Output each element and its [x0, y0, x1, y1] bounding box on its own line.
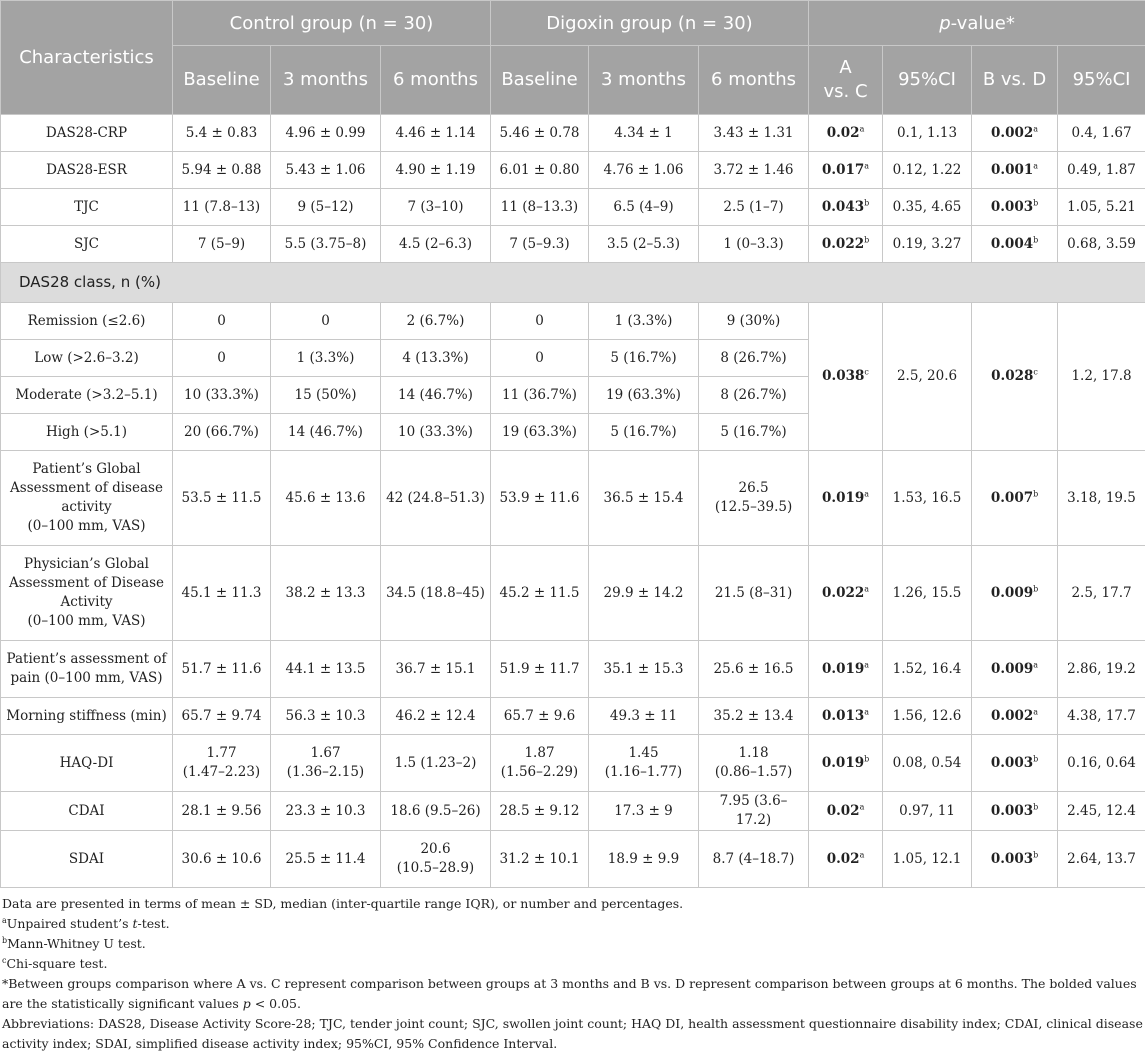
cell-line: 35.1 ± 15.3: [603, 661, 683, 677]
cell-value: 10 (33.3%): [381, 414, 491, 451]
cell-ci-ac: 1.53, 16.5: [883, 451, 972, 546]
table-footnotes: [0, 888, 1145, 1054]
cell-value: 8 (26.7%): [699, 340, 809, 377]
cell-line: (0.86–1.57): [715, 764, 792, 780]
footnote-a: $^a$Unpaired student’s t-test.: [2, 914, 1143, 934]
cell-line: 36.5 ± 15.4: [603, 490, 683, 506]
cell-p-ac: 0.02$^a$: [809, 792, 883, 831]
section-das28-class: DAS28 class, n (%): [1, 263, 1145, 303]
cell-line: 51.7 ± 11.6: [181, 661, 261, 677]
cell-line: (1.56–2.29): [501, 764, 578, 780]
cell-line: 65.7 ± 9.74: [181, 708, 261, 724]
cell-ci-ac: 1.52, 16.4: [883, 641, 972, 698]
cell-line: CDAI: [68, 803, 104, 819]
cell-value: 0: [271, 303, 381, 340]
cell-ci-ac: 1.56, 12.6: [883, 698, 972, 735]
cell-line: 1.77: [206, 745, 236, 761]
cell-value: [491, 792, 589, 831]
cell-p-bd: 0.001$^a$: [972, 152, 1058, 189]
cell-line: (10.5–28.9): [397, 860, 474, 876]
cell-line: (1.36–2.15): [287, 764, 364, 780]
cell-p-ac: 0.017$^a$: [809, 152, 883, 189]
cell-line: Patient’s assessment of: [7, 651, 167, 667]
cell-value: 6.5 (4–9): [589, 189, 699, 226]
cell-line: Assessment of disease: [10, 480, 163, 496]
cell-value: 5.46 ± 0.78: [491, 115, 589, 152]
cell-line: Assessment of Disease: [9, 575, 164, 591]
cell-ci-bd: 0.68, 3.59: [1058, 226, 1145, 263]
cell-p-ac: 0.022$^b$: [809, 226, 883, 263]
cell-value: 14 (46.7%): [271, 414, 381, 451]
table-row: [1, 226, 1145, 263]
cell-ci-bd: 0.4, 1.67: [1058, 115, 1145, 152]
cell-value: 2.5 (1–7): [699, 189, 809, 226]
cell-value: 0: [491, 340, 589, 377]
cell-value: 0: [173, 303, 271, 340]
table-row: [1, 152, 1145, 189]
cell-line: 1.67: [310, 745, 340, 761]
cell-ci-bd: 1.05, 5.21: [1058, 189, 1145, 226]
cell-value: [381, 698, 491, 735]
cell-value: [173, 451, 271, 546]
cell-value: [271, 451, 381, 546]
row-label: Remission (≤2.6): [1, 303, 173, 340]
cell-value: 5 (16.7%): [589, 340, 699, 377]
cell-line: 17.3 ± 9: [614, 803, 673, 819]
cell-line: 46.2 ± 12.4: [395, 708, 475, 724]
table-row: [1, 303, 1145, 340]
cell-p-ac: 0.043$^b$: [809, 189, 883, 226]
cell-p-ac: 0.022$^a$: [809, 546, 883, 641]
cell-line: 38.2 ± 13.3: [285, 585, 365, 601]
cell-line: 20.6: [420, 841, 450, 857]
table-header: [1, 1, 1145, 115]
cell-line: Activity: [60, 594, 112, 610]
cell-value: [589, 831, 699, 888]
cell-value: [491, 451, 589, 546]
cell-value: [381, 735, 491, 792]
cell-value: [173, 735, 271, 792]
cell-ci-ac: 0.08, 0.54: [883, 735, 972, 792]
cell-value: [699, 641, 809, 698]
table-row: [1, 831, 1145, 888]
cell-line: pain (0–100 mm, VAS): [11, 670, 163, 686]
cell-value: 4.46 ± 1.14: [381, 115, 491, 152]
cell-line: 21.5 (8–31): [715, 585, 792, 601]
cell-value: [173, 792, 271, 831]
cell-ci-bd: 2.64, 13.7: [1058, 831, 1145, 888]
cell-line: 30.6 ± 10.6: [181, 851, 261, 867]
cell-line: 31.2 ± 10.1: [499, 851, 579, 867]
cell-value: [589, 641, 699, 698]
cell-value: [491, 735, 589, 792]
footnote-star: *Between groups comparison where A vs. C represent comparison between groups at 3 months and B vs. D represent comparison between groups at 6 months. The bolded values are the statistically significant values p < 0.05.: [2, 974, 1143, 1014]
cell-value: 3.43 ± 1.31: [699, 115, 809, 152]
cell-value: [491, 831, 589, 888]
table-row: [1, 792, 1145, 831]
row-label: [1, 546, 173, 641]
cell-value: 5.94 ± 0.88: [173, 152, 271, 189]
cell-p-bd: 0.007$^b$: [972, 451, 1058, 546]
cell-line: (0–100 mm, VAS): [28, 518, 146, 534]
header-characteristics: Characteristics: [1, 1, 173, 115]
cell-line: 18.6 (9.5–26): [390, 803, 480, 819]
cell-value: [173, 641, 271, 698]
cell-ci-bd: 0.16, 0.64: [1058, 735, 1145, 792]
cell-value: 1 (3.3%): [271, 340, 381, 377]
cell-value: [271, 546, 381, 641]
cell-line: Patient’s Global: [32, 461, 140, 477]
cell-ci-ac: 2.5, 20.6: [883, 303, 972, 451]
cell-line: 7.95 (3.6–17.2): [720, 793, 788, 828]
cell-value: [589, 792, 699, 831]
footnote-data: Data are presented in terms of mean ± SD, median (inter-quartile range IQR), or number and percentages.: [2, 894, 1143, 914]
cell-value: [173, 698, 271, 735]
cell-p-bd: 0.009$^b$: [972, 546, 1058, 641]
cell-value: [381, 451, 491, 546]
cell-line: 45.2 ± 11.5: [499, 585, 579, 601]
cell-line: 26.5: [738, 480, 768, 496]
cell-value: 9 (5–12): [271, 189, 381, 226]
cell-value: [381, 831, 491, 888]
cell-value: 7 (3–10): [381, 189, 491, 226]
header-control-3-months: 3 months: [271, 46, 381, 115]
header-b-vs-d: B vs. D: [972, 46, 1058, 115]
cell-line: 8.7 (4–18.7): [713, 851, 795, 867]
footnote-abbreviations: Abbreviations: DAS28, Disease Activity Score-28; TJC, tender joint count; SJC, swollen joint count; HAQ DI, health assessment questionnaire disability index; CDAI, clinical disease activity index; SDAI, simplified disease activity index; 95%CI, 95% Confidence Interval.: [2, 1014, 1143, 1054]
cell-ci-ac: 0.19, 3.27: [883, 226, 972, 263]
cell-line: Morning stiffness (min): [6, 708, 166, 724]
cell-line: (12.5–39.5): [715, 499, 792, 515]
cell-value: 3.5 (2–5.3): [589, 226, 699, 263]
cell-value: 11 (36.7%): [491, 377, 589, 414]
cell-line: SDAI: [69, 851, 104, 867]
cell-value: 19 (63.3%): [491, 414, 589, 451]
cell-value: 5 (16.7%): [589, 414, 699, 451]
row-label: DAS28-ESR: [1, 152, 173, 189]
cell-line: (1.16–1.77): [605, 764, 682, 780]
cell-line: 42 (24.8–51.3): [386, 490, 485, 506]
row-label: DAS28-CRP: [1, 115, 173, 152]
header-control-baseline: Baseline: [173, 46, 271, 115]
cell-value: [271, 792, 381, 831]
cell-ci-ac: 0.12, 1.22: [883, 152, 972, 189]
row-label: [1, 792, 173, 831]
cell-value: 4.5 (2–6.3): [381, 226, 491, 263]
cell-value: 8 (26.7%): [699, 377, 809, 414]
cell-value: [699, 735, 809, 792]
header-a-vs-c: A vs. C: [809, 46, 883, 115]
cell-value: 4.96 ± 0.99: [271, 115, 381, 152]
cell-value: 11 (7.8–13): [173, 189, 271, 226]
cell-p-ac: 0.02$^a$: [809, 115, 883, 152]
cell-value: [589, 546, 699, 641]
header-ci-bd: 95%CI: [1058, 46, 1145, 115]
cell-line: 1.18: [738, 745, 768, 761]
cell-value: 15 (50%): [271, 377, 381, 414]
cell-line: 45.6 ± 13.6: [285, 490, 365, 506]
cell-value: 20 (66.7%): [173, 414, 271, 451]
cell-line: 36.7 ± 15.1: [395, 661, 475, 677]
header-control-6-months: 6 months: [381, 46, 491, 115]
cell-p-ac: 0.038$^c$: [809, 303, 883, 451]
table-row: [1, 641, 1145, 698]
cell-value: [589, 735, 699, 792]
cell-value: [271, 698, 381, 735]
cell-line: 53.5 ± 11.5: [181, 490, 261, 506]
table-body: [1, 115, 1145, 888]
cell-value: [699, 698, 809, 735]
table-row: [1, 189, 1145, 226]
cell-value: 5 (16.7%): [699, 414, 809, 451]
cell-value: 4.90 ± 1.19: [381, 152, 491, 189]
cell-ci-bd: 4.38, 17.7: [1058, 698, 1145, 735]
cell-line: 23.3 ± 10.3: [285, 803, 365, 819]
cell-value: [381, 546, 491, 641]
header-ci-ac: 95%CI: [883, 46, 972, 115]
cell-value: 0: [491, 303, 589, 340]
header-control-group: Control group (n = 30): [173, 1, 491, 46]
cell-p-ac: 0.013$^a$: [809, 698, 883, 735]
cell-line: 53.9 ± 11.6: [499, 490, 579, 506]
row-label: Moderate (>3.2–5.1): [1, 377, 173, 414]
cell-ci-bd: 0.49, 1.87: [1058, 152, 1145, 189]
row-label: [1, 641, 173, 698]
cell-ci-bd: 2.5, 17.7: [1058, 546, 1145, 641]
cell-p-bd: 0.003$^b$: [972, 831, 1058, 888]
cell-value: 5.5 (3.75–8): [271, 226, 381, 263]
cell-p-bd: 0.002$^a$: [972, 698, 1058, 735]
cell-line: 56.3 ± 10.3: [285, 708, 365, 724]
cell-p-ac: 0.019$^b$: [809, 735, 883, 792]
cell-value: [589, 451, 699, 546]
cell-p-bd: 0.003$^b$: [972, 189, 1058, 226]
cell-value: 1 (0–3.3): [699, 226, 809, 263]
cell-value: 3.72 ± 1.46: [699, 152, 809, 189]
cell-value: [491, 698, 589, 735]
row-label: [1, 451, 173, 546]
cell-line: 44.1 ± 13.5: [285, 661, 365, 677]
cell-line: 1.5 (1.23–2): [395, 755, 477, 771]
row-label: SJC: [1, 226, 173, 263]
cell-p-bd: 0.009$^a$: [972, 641, 1058, 698]
cell-line: 34.5 (18.8–45): [386, 585, 485, 601]
cell-line: 1.45: [628, 745, 658, 761]
cell-p-ac: 0.02$^a$: [809, 831, 883, 888]
header-digoxin-baseline: Baseline: [491, 46, 589, 115]
cell-p-bd: 0.002$^a$: [972, 115, 1058, 152]
cell-value: [699, 792, 809, 831]
cell-line: 35.2 ± 13.4: [714, 708, 794, 724]
cell-line: 51.9 ± 11.7: [499, 661, 579, 677]
cell-value: [589, 698, 699, 735]
cell-line: 49.3 ± 11: [610, 708, 677, 724]
table-row: [1, 115, 1145, 152]
row-label: [1, 831, 173, 888]
cell-value: 5.43 ± 1.06: [271, 152, 381, 189]
cell-value: 11 (8–13.3): [491, 189, 589, 226]
cell-line: (0–100 mm, VAS): [28, 613, 146, 629]
cell-value: [491, 546, 589, 641]
row-label: TJC: [1, 189, 173, 226]
cell-p-bd: 0.004$^b$: [972, 226, 1058, 263]
cell-value: [491, 641, 589, 698]
cell-line: 1.87: [524, 745, 554, 761]
cell-p-bd: 0.003$^b$: [972, 792, 1058, 831]
cell-value: 10 (33.3%): [173, 377, 271, 414]
cell-value: [271, 735, 381, 792]
cell-value: 7 (5–9): [173, 226, 271, 263]
cell-value: [699, 831, 809, 888]
cell-line: 45.1 ± 11.3: [181, 585, 261, 601]
table-row: [1, 698, 1145, 735]
cell-ci-bd: 3.18, 19.5: [1058, 451, 1145, 546]
cell-value: [699, 451, 809, 546]
cell-value: [381, 641, 491, 698]
cell-value: 5.4 ± 0.83: [173, 115, 271, 152]
cell-ci-ac: 1.26, 15.5: [883, 546, 972, 641]
header-digoxin-group: Digoxin group (n = 30): [491, 1, 809, 46]
row-label: [1, 735, 173, 792]
cell-line: 29.9 ± 14.2: [603, 585, 683, 601]
footnote-b: $^b$Mann-Whitney U test.: [2, 934, 1143, 954]
header-p-value: p-value*: [809, 1, 1145, 46]
cell-p-ac: 0.019$^a$: [809, 641, 883, 698]
cell-value: [271, 641, 381, 698]
cell-line: 65.7 ± 9.6: [504, 708, 575, 724]
cell-ci-bd: 2.45, 12.4: [1058, 792, 1145, 831]
cell-value: 7 (5–9.3): [491, 226, 589, 263]
cell-value: 4.76 ± 1.06: [589, 152, 699, 189]
row-label: Low (>2.6–3.2): [1, 340, 173, 377]
row-label: High (>5.1): [1, 414, 173, 451]
cell-value: [699, 546, 809, 641]
cell-value: 2 (6.7%): [381, 303, 491, 340]
cell-line: 28.5 ± 9.12: [499, 803, 579, 819]
table-row: [1, 735, 1145, 792]
table-row: [1, 451, 1145, 546]
cell-value: [173, 546, 271, 641]
cell-value: 4 (13.3%): [381, 340, 491, 377]
cell-ci-ac: 0.35, 4.65: [883, 189, 972, 226]
cell-value: 6.01 ± 0.80: [491, 152, 589, 189]
cell-line: 18.9 ± 9.9: [608, 851, 679, 867]
cell-value: 14 (46.7%): [381, 377, 491, 414]
footnote-c: $^c$Chi-square test.: [2, 954, 1143, 974]
table-row: [1, 546, 1145, 641]
cell-value: 4.34 ± 1: [589, 115, 699, 152]
cell-value: 1 (3.3%): [589, 303, 699, 340]
cell-ci-bd: 2.86, 19.2: [1058, 641, 1145, 698]
cell-line: HAQ-DI: [60, 755, 114, 771]
cell-ci-ac: 0.1, 1.13: [883, 115, 972, 152]
cell-line: Physician’s Global: [24, 556, 149, 572]
cell-p-bd: 0.003$^b$: [972, 735, 1058, 792]
cell-value: [173, 831, 271, 888]
cell-line: 28.1 ± 9.56: [181, 803, 261, 819]
cell-p-bd: 0.028$^c$: [972, 303, 1058, 451]
row-label: [1, 698, 173, 735]
header-digoxin-3-months: 3 months: [589, 46, 699, 115]
cell-value: 0: [173, 340, 271, 377]
cell-line: (1.47–2.23): [183, 764, 260, 780]
cell-value: 9 (30%): [699, 303, 809, 340]
cell-line: activity: [61, 499, 111, 515]
cell-line: 25.6 ± 16.5: [714, 661, 794, 677]
cell-value: 19 (63.3%): [589, 377, 699, 414]
cell-p-ac: 0.019$^a$: [809, 451, 883, 546]
cell-line: 25.5 ± 11.4: [285, 851, 365, 867]
header-digoxin-6-months: 6 months: [699, 46, 809, 115]
cell-value: [381, 792, 491, 831]
cell-ci-ac: 0.97, 11: [883, 792, 972, 831]
cell-ci-bd: 1.2, 17.8: [1058, 303, 1145, 451]
section-row: [1, 263, 1145, 303]
cell-value: [271, 831, 381, 888]
cell-ci-ac: 1.05, 12.1: [883, 831, 972, 888]
